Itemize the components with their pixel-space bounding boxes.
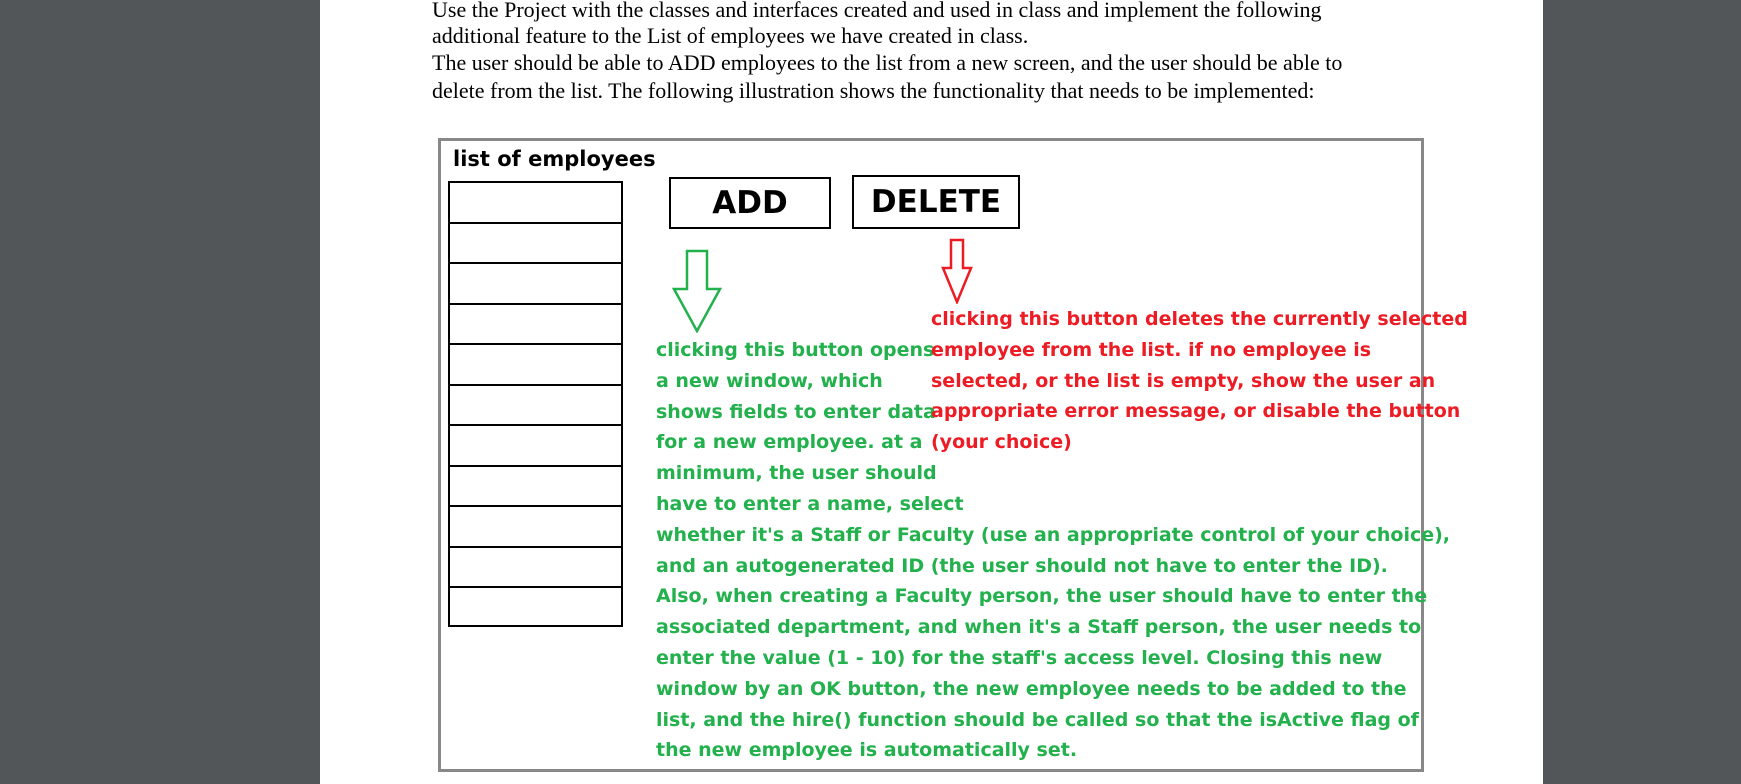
delete-button[interactable]: DELETE	[852, 175, 1020, 229]
add-note-line: a new window, which	[656, 369, 883, 392]
intro-line-3: The user should be able to ADD employees to the list from a new screen, and the user should be able to	[432, 50, 1343, 75]
add-button[interactable]: ADD	[669, 177, 831, 229]
add-note-line: enter the value (1 - 10) for the staff's access level. Closing this new	[656, 646, 1383, 669]
intro-line-2: additional feature to the List of employees we have created in class.	[432, 23, 1029, 48]
illustration-frame	[438, 138, 1468, 772]
employee-list-row[interactable]	[450, 183, 621, 224]
add-note-line: for a new employee. at a	[656, 431, 923, 454]
intro-line-4: delete from the list. The following illustration shows the functionality that needs to be implemented:	[432, 78, 1315, 103]
employee-list-row[interactable]	[450, 467, 621, 508]
add-note-line: shows fields to enter data	[656, 400, 936, 423]
delete-note-line: selected, or the list is empty, show the user an	[931, 369, 1436, 392]
add-note-line: whether it's a Staff or Faculty (use an appropriate control of your choice),	[656, 523, 1451, 546]
employee-list-row[interactable]	[450, 224, 621, 265]
add-note-line: minimum, the user should	[656, 462, 937, 485]
delete-note	[931, 304, 1468, 458]
employee-list-row[interactable]	[450, 345, 621, 386]
delete-note-line: (your choice)	[931, 431, 1072, 454]
employee-list-row[interactable]	[450, 507, 621, 548]
delete-note-line: employee from the list. if no employee is	[931, 338, 1372, 361]
employee-list-row[interactable]	[450, 386, 621, 427]
employee-list	[448, 181, 623, 627]
red-arrow-down-icon	[940, 238, 974, 304]
add-note-line: list, and the hire() function should be called so that the isActive flag of	[656, 708, 1419, 731]
employee-list-row[interactable]	[450, 588, 621, 629]
delete-note-line: appropriate error message, or disable the button	[931, 400, 1461, 423]
employee-list-row[interactable]	[450, 305, 621, 346]
add-note-line: the new employee is automatically set.	[656, 739, 1078, 762]
delete-note-line: clicking this button deletes the currently selected	[931, 308, 1468, 330]
list-title: list of employees	[453, 147, 656, 171]
add-note-line: associated department, and when it's a Staff person, the user needs to	[656, 616, 1422, 639]
employee-list-row[interactable]	[450, 426, 621, 467]
add-note-line: Also, when creating a Faculty person, the user should have to enter the	[656, 585, 1428, 608]
employee-list-row[interactable]	[450, 548, 621, 589]
add-note-line: window by an OK button, the new employee needs to be added to the	[656, 677, 1407, 700]
add-note-line: clicking this button opens	[656, 339, 935, 361]
intro-line-1: Use the Project with the classes and interfaces created and used in class and implement the following	[432, 0, 1322, 22]
green-arrow-down-icon	[671, 249, 723, 333]
employee-list-row[interactable]	[450, 264, 621, 305]
add-note-line: have to enter a name, select	[656, 492, 964, 515]
document-page	[320, 0, 1543, 784]
add-note-line: and an autogenerated ID (the user should not have to enter the ID).	[656, 554, 1388, 577]
